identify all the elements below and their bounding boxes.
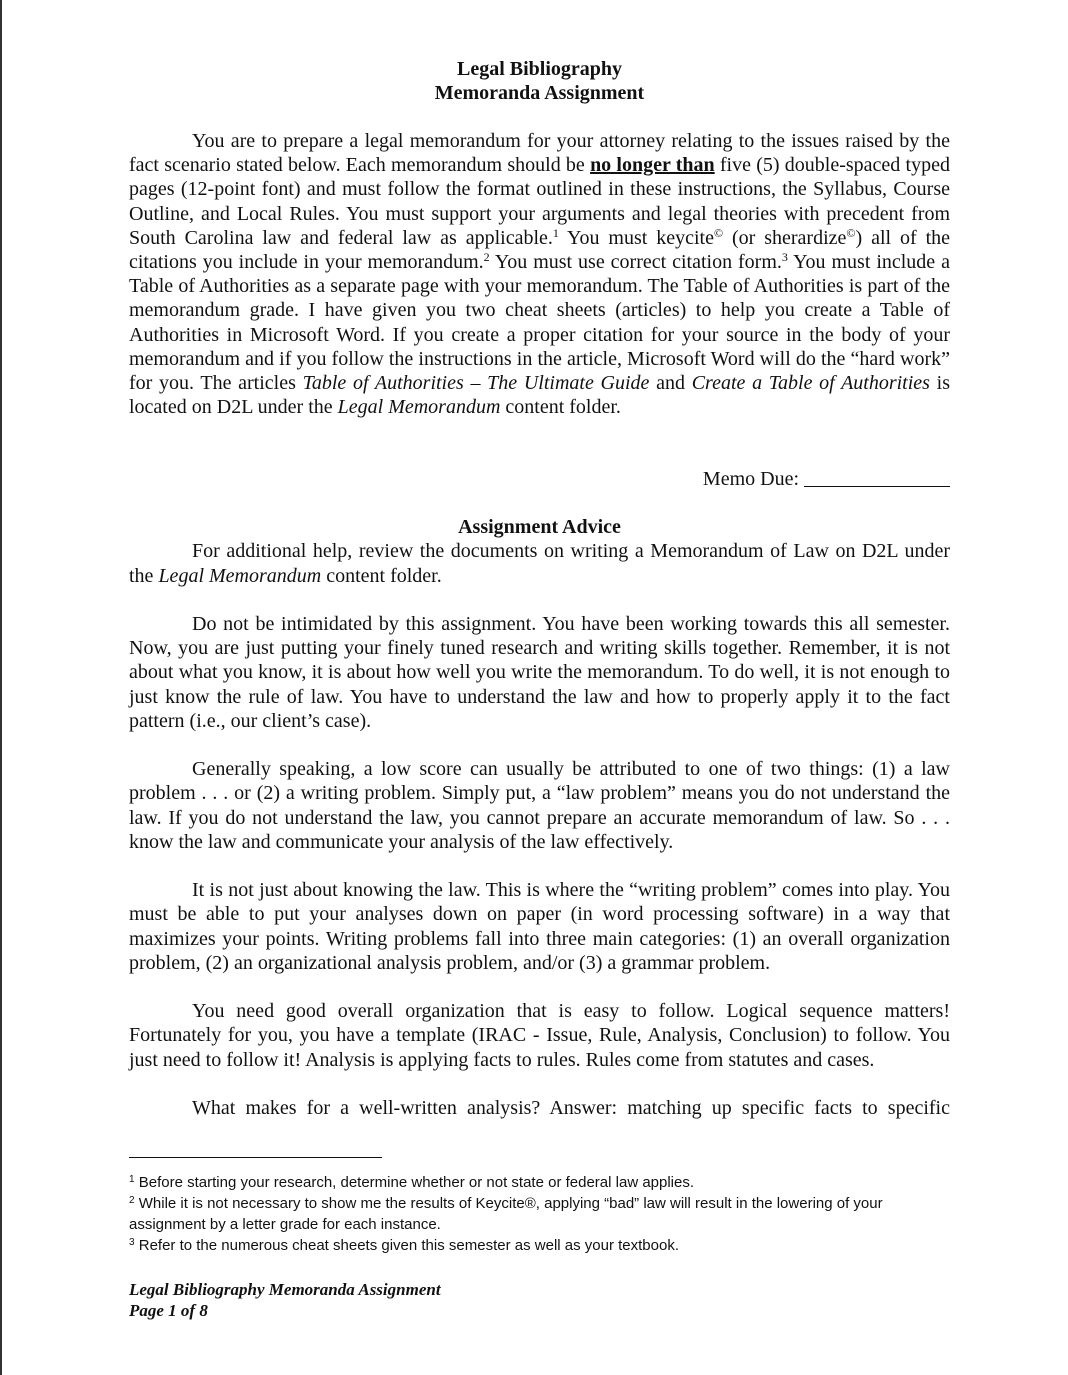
intro-text-3: You must keycite: [558, 226, 714, 249]
intro-text-7: You must include a Table of Authorities as a separate page with your memorandum. The Table of Authorities is part of the memorandum grade. I have given you two cheat sheets (articles) to help you create a Table of Authorities in Microsoft Word. If you create a proper citation for your source in the body of your memorandum and if you follow the instructions in the article, Microsoft Word will do the “hard work” for you. The articles: [129, 251, 951, 395]
advice-paragraph-4: It is not just about knowing the law. This is where the “writing problem” comes into play. You must be able to put your analyses down on paper (in word processing software) in a way that maximizes your points. Writing problems fall into three main categories: (1) an overall organization problem, (2) an organizational analysis problem, and/or (3) a grammar problem.: [129, 879, 950, 974]
memo-due-label: Memo Due:: [702, 468, 799, 491]
footnote-text: Before starting your research, determine whether or not state or federal law applies.: [134, 1174, 695, 1191]
footnote-3: [129, 1235, 953, 1256]
advice-heading: Assignment Advice: [458, 516, 621, 539]
advice-paragraph-2: Do not be intimidated by this assignment. You have been working towards this all semester. Now, you are just putting your finely tuned research and writing skills together. Remember, it is not about what you know, it is about how well you write the memorandum. To do well, it is not enough to just know the rule of law. You have to understand the law and how to properly apply it to the fact pattern (i.e., our client’s case).: [129, 613, 950, 732]
footnote-1: [129, 1172, 953, 1193]
intro-text-1: You are to prepare a legal memorandum for your attorney relating to the issues raised by the fact scenario stated below. Each memorandum should be: [129, 130, 950, 177]
advice-text-1: For additional help, review the documents on writing a Memorandum of Law on D2L under the: [129, 540, 950, 587]
page-footer: [129, 1279, 441, 1321]
advice-paragraph-3: Generally speaking, a low score can usually be attributed to one of two things: (1) a law problem . . . or (2) a writing problem. Simply put, a “law problem” means you do not understand the law. If you do not understand the law, you cannot prepare an accurate memorandum of law. So . . . know the law and communicate your analysis of the law effectively.: [129, 758, 950, 853]
footnote-text: While it is not necessary to show me the results of Keycite®, applying “bad” law will result in the lowering of your assignment by a letter grade for each instance.: [129, 1195, 883, 1233]
memo-due-line: [129, 467, 950, 491]
article-title-1: Table of Authorities – The Ultimate Guide: [302, 372, 650, 395]
advice-paragraph-6: What makes for a well-written analysis? Answer: matching up specific facts to specific: [192, 1097, 950, 1120]
advice-paragraph-1: [129, 539, 950, 587]
page-left-border: [0, 0, 2, 1375]
title-line-1: Legal Bibliography: [456, 58, 623, 80]
folder-name: Legal Memorandum: [337, 396, 501, 419]
intro-text-6: You must use correct citation form.: [489, 251, 782, 274]
page-number: Page 1 of 8: [129, 1301, 208, 1320]
folder-name: Legal Memorandum: [158, 564, 322, 587]
footnote-ref-3[interactable]: 3: [781, 250, 788, 265]
footnote-number: 3: [129, 1237, 135, 1248]
copyright-mark: ©: [713, 225, 724, 240]
footnote-ref-1[interactable]: 1: [552, 225, 559, 240]
intro-text-9: is located on D2L under the: [129, 372, 951, 419]
copyright-mark: ©: [846, 225, 856, 240]
footer-title: Legal Bibliography Memoranda Assignment: [129, 1280, 441, 1299]
footnote-number: 2: [129, 1195, 135, 1206]
document-page: [129, 57, 950, 1120]
document-title: [129, 57, 950, 105]
footnote-text: Refer to the numerous cheat sheets given this semester as well as your textbook.: [134, 1237, 680, 1254]
article-title-2: Create a Table of Authorities: [691, 372, 930, 395]
footnote-separator: [129, 1157, 382, 1158]
intro-emphasis: no longer than: [590, 154, 715, 177]
title-line-2: Memoranda Assignment: [434, 82, 645, 104]
advice-paragraph-5: You need good overall organization that is easy to follow. Logical sequence matters! Fortunately for you, you have a template (IRAC - Issue, Rule, Analysis, Conclusion) to follow. You just need to follow it! Analysis is applying facts to rules. Rules come from statutes and cases.: [129, 1000, 950, 1071]
intro-text-2: five (5) double-spaced typed pages (12-point font) and must follow the format outlined in these instructions, the Syllabus, Course Outline, and Local Rules. You must support your arguments and legal theories with precedent from South Carolina law and federal law as applicable.: [129, 154, 950, 249]
footnote-ref-2[interactable]: 2: [483, 250, 490, 265]
footnote-2: [129, 1193, 953, 1235]
intro-text-4: (or sherardize: [723, 226, 847, 249]
intro-text-8: and: [649, 372, 692, 395]
footnotes: [129, 1172, 953, 1256]
memo-due-blank[interactable]: [804, 469, 950, 487]
advice-text-1-end: content folder.: [321, 564, 442, 587]
intro-paragraph: [129, 129, 950, 419]
intro-text-5: ) all of the citations you include in your memorandum.: [129, 226, 951, 274]
intro-text-10: content folder.: [500, 396, 621, 419]
footnote-number: 1: [129, 1174, 135, 1185]
